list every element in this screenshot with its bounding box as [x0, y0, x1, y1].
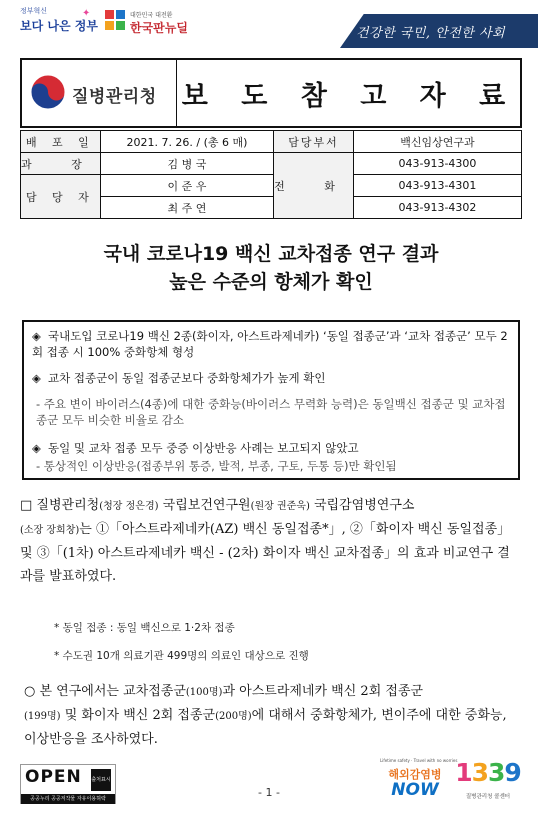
para2-text: ○ 본 연구에서는 교차접종군 [24, 684, 186, 699]
open-caption: 공공누리 공공저작물 자유이용허락 [21, 794, 115, 804]
para1-text: 국립감염병연구소 [309, 498, 415, 513]
dept-value: 백신임상연구과 [353, 131, 521, 153]
headline-line-1: 국내 코로나19 백신 교차접종 연구 결과 [103, 243, 439, 265]
new-deal-small-text: 대한민국 대전환 [130, 12, 173, 19]
chief-label: 과 장 [21, 153, 101, 175]
hotline-digit: 3 [471, 758, 488, 787]
summary-item-2-sub: - 주요 변이 바이러스(4종)에 대한 중화능(바이러스 무력화 능력)은 동일백신 접종군 및 교차접종군 모두 비슷한 비율로 감소 [36, 397, 506, 427]
travel-tagline: Lifetime safety · Travel with no worries [380, 758, 458, 763]
top-banner [0, 0, 538, 50]
para2-text: (100명) [185, 687, 223, 698]
summary-item-3 [32, 440, 516, 456]
table-row [21, 153, 522, 175]
distribution-label: 배 포 일 [21, 131, 101, 153]
distribution-value: 2021. 7. 26. / (총 6 매) [100, 131, 273, 153]
para1-text: 국립보건연구원 [158, 498, 251, 513]
hotline-caption: 질병관리청 콜센터 [465, 794, 511, 800]
hotline-1339-logo [454, 758, 522, 806]
dept-label: 담당부서 [274, 131, 354, 153]
table-row [21, 131, 522, 153]
phone-number: 043-913-4301 [353, 175, 521, 197]
page-number: - 1 - [258, 786, 280, 799]
staff-name: 최 주 연 [100, 197, 273, 219]
para2-text: 및 화이자 백신 2회 접종군 [60, 708, 216, 723]
summary-item-1 [32, 328, 516, 360]
diamond-bullet-icon: ◈ [32, 371, 41, 385]
new-deal-mark-icon [104, 9, 126, 31]
summary-item-3-sub: - 통상적인 이상반응(접종부위 통증, 발적, 부종, 구토, 두통 등)만 확인됨 [36, 459, 397, 473]
press-headline [20, 240, 522, 296]
gov-logo-small-text: 정부혁신 [20, 7, 48, 15]
footnote-2: * 수도권 10개 의료기관 499명의 의료인 대상으로 진행 [54, 650, 309, 662]
summary-item-2 [32, 370, 516, 386]
sparkle-icon: ✦ [82, 8, 91, 19]
phone-label: 전 화 [274, 153, 354, 219]
para2-text: (200명) [215, 711, 252, 722]
phone-number: 043-913-4300 [353, 153, 521, 175]
para1-text: (원장 권준욱) [250, 501, 310, 512]
para2-text: (199명) [24, 711, 61, 722]
hotline-digit: 3 [488, 758, 505, 787]
hotline-number [454, 758, 522, 787]
travel-logo-text: 해외감염병 [388, 768, 442, 781]
chief-name: 김 병 국 [100, 153, 273, 175]
contact-info-table [20, 130, 522, 219]
staff-label: 담 당 자 [21, 175, 101, 219]
table-row [21, 175, 522, 197]
diamond-bullet-icon: ◈ [32, 329, 41, 343]
footnote-1: * 동일 접종 : 동일 백신으로 1·2차 접종 [54, 622, 235, 634]
open-word: OPEN [25, 767, 82, 787]
attribution-icon: 출처표시 [91, 769, 111, 791]
diamond-bullet-icon: ◈ [32, 441, 41, 455]
travel-infection-now-logo [380, 758, 458, 806]
body-paragraph-1 [20, 494, 520, 588]
summary-item-3-text: 동일 및 교차 접종 모두 중증 이상반응 사례는 보고되지 않았고 [48, 441, 359, 455]
phone-number: 043-913-4302 [353, 197, 521, 219]
slogan-text: 건강한 국민, 안전한 사회 [356, 26, 506, 41]
headline-line-2: 높은 수준의 항체가 확인 [169, 271, 373, 293]
gov-logo-text: 보다 나은 정부 [20, 19, 98, 33]
korean-new-deal-logo [104, 6, 204, 40]
hotline-digit: 9 [504, 758, 521, 787]
para1-text: □ 질병관리청 [20, 498, 100, 513]
travel-now-text: NOW [391, 780, 439, 800]
press-header-box [20, 58, 522, 128]
para1-text: (청장 정은경) [99, 501, 159, 512]
body-paragraph-2 [20, 680, 520, 751]
agency-name: 질병관리청 [72, 87, 157, 107]
para2-text: 과 아스트라제네카 백신 2회 접종군 [222, 684, 424, 699]
kdca-emblem-icon [30, 74, 66, 110]
doc-type-title: 보 도 참 고 자 료 [181, 80, 518, 112]
para2-text: 에 대해서 중화항체가, 변이주에 대한 중화능, 이상반응을 조사하였다. [24, 708, 507, 747]
staff-name: 이 준 우 [100, 175, 273, 197]
new-deal-text: 한국판뉴딜 [130, 21, 188, 35]
key-summary-box [22, 320, 520, 480]
gov-innovation-logo [20, 6, 98, 40]
summary-item-2-text: 교차 접종군이 동일 접종군보다 중화항체가가 높게 확인 [48, 371, 326, 385]
summary-item-1-text: 국내도입 코로나19 백신 2종(화이자, 아스트라제네카) ‘동일 접종군’과 ‘교차 접종군’ 모두 2회 접종 시 100% 중화항체 형성 [32, 329, 508, 359]
hotline-digit: 1 [455, 758, 472, 787]
para1-text: (소장 장희창) [20, 525, 80, 536]
para1-text: 는 ①「아스트라제네카(AZ) 백신 동일접종*」, ②「화이자 백신 동일접종」 및 ③「(1차) 아스트라제네카 백신 - (2차) 화이자 백신 교차접종」의 효과 비교연구 결과를 발표하였다. [20, 522, 511, 584]
